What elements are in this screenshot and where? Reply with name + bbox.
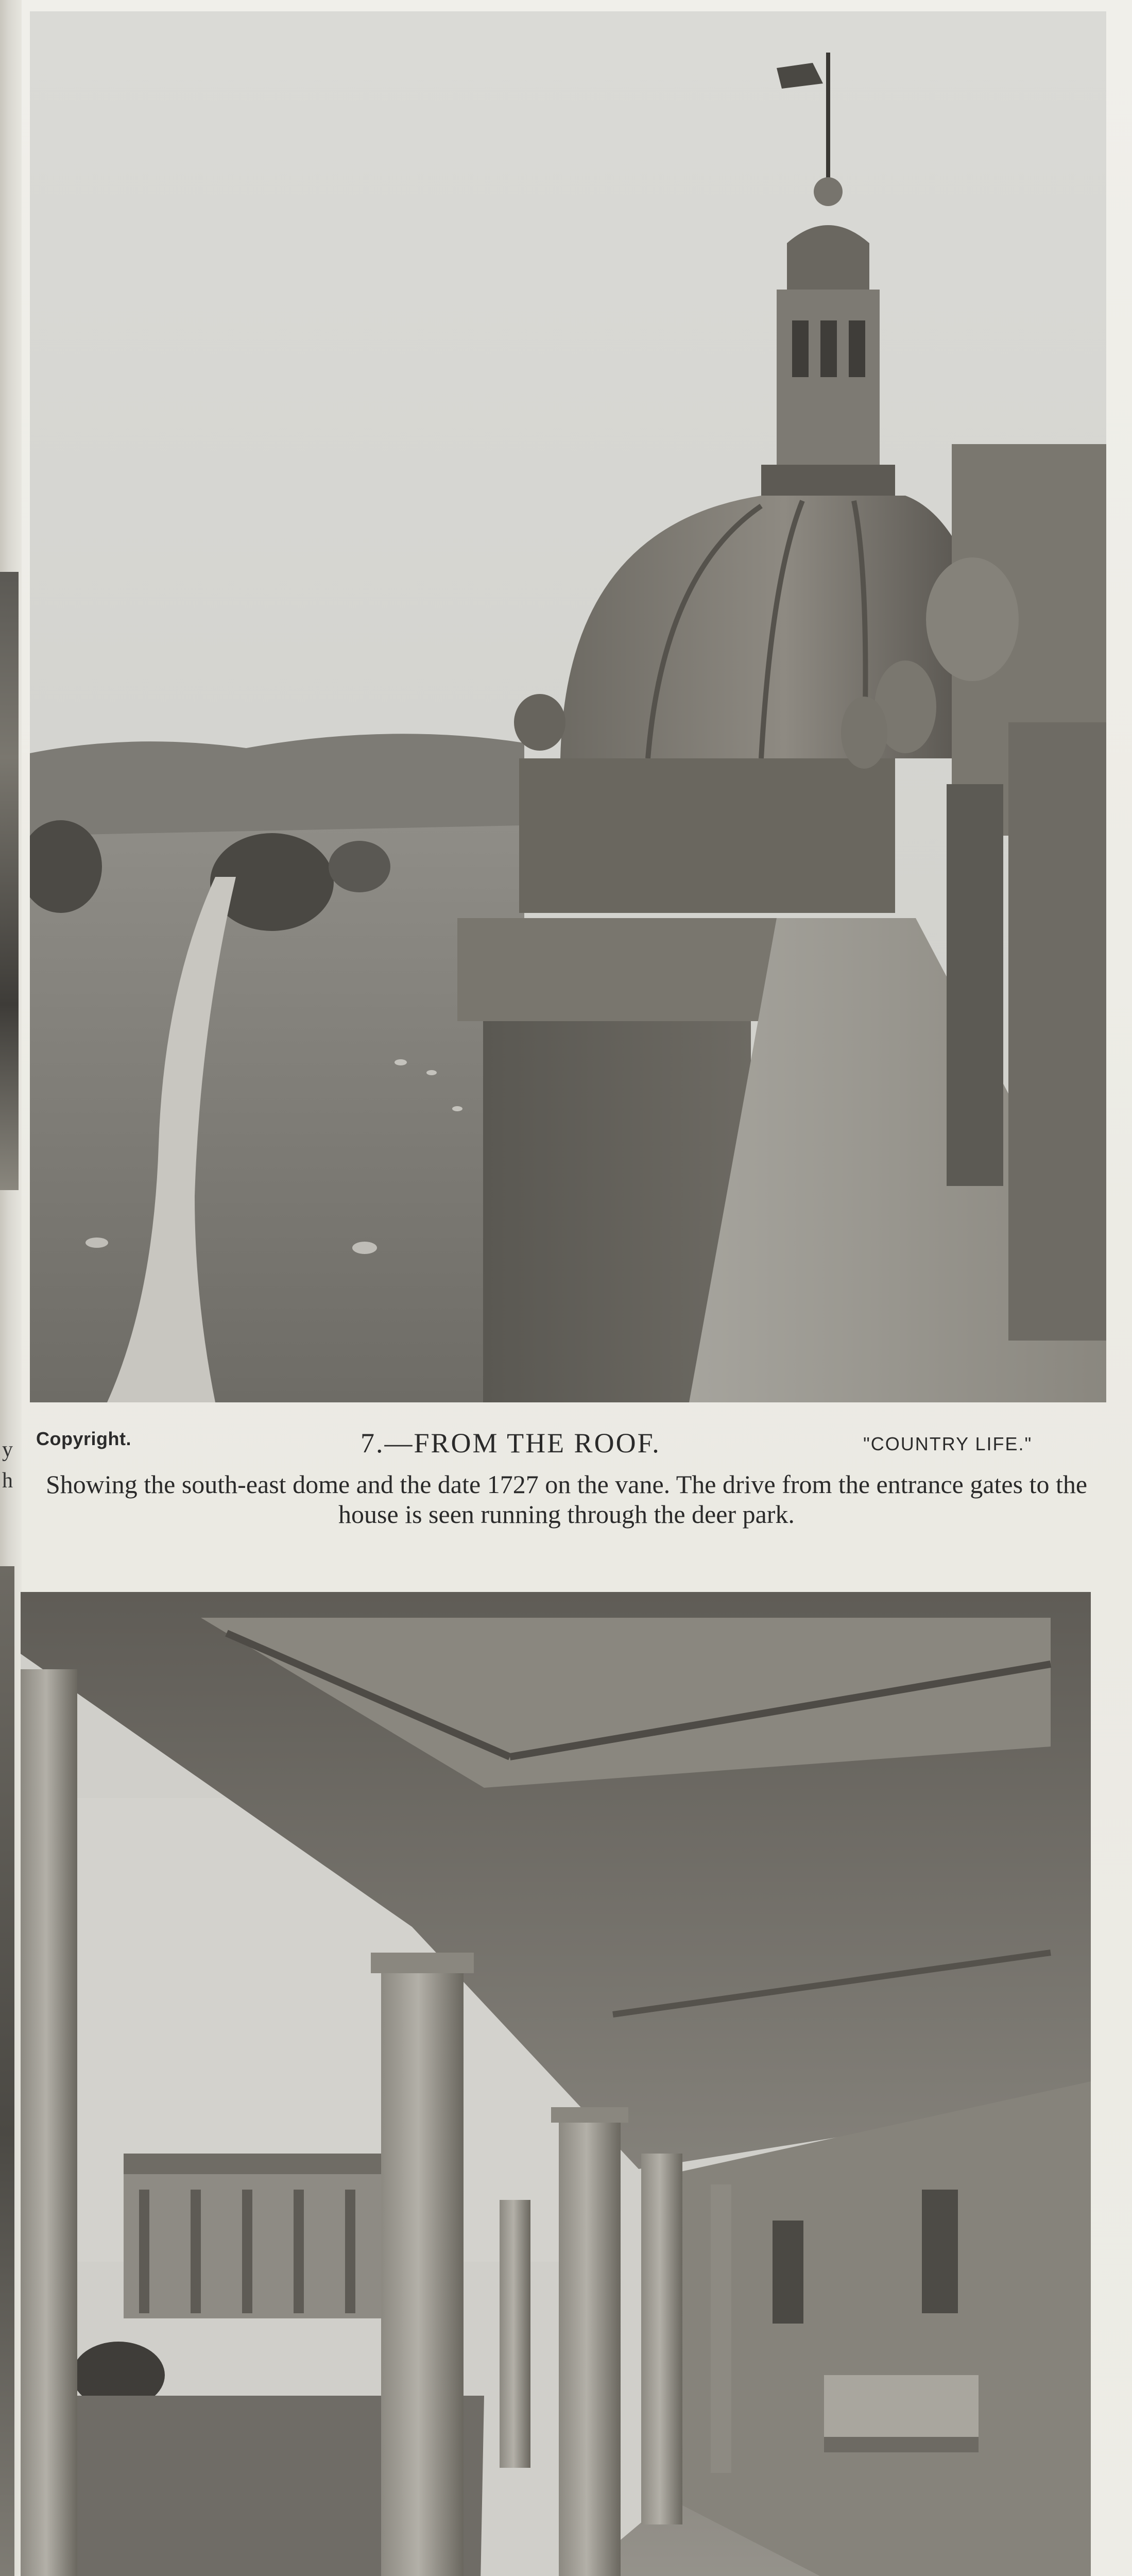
adjacent-photo-fragment [0, 572, 19, 1190]
roof-dome-photograph [30, 11, 1106, 1402]
adjacent-text-fragment: h [2, 1469, 13, 1493]
figure-7-caption: Showing the south-east dome and the date 1727 on the vane. The drive from the entrance gates to the house is seen running through the deer park. [45, 1470, 1088, 1529]
roof-dome-image [30, 11, 1106, 1402]
adjacent-page-edge [0, 0, 22, 2576]
adjacent-text-fragment: y [2, 1438, 13, 1462]
west-colonnade-image [21, 1592, 1091, 2576]
figure-7-title: 7.—FROM THE ROOF. [361, 1428, 661, 1459]
adjacent-photo-fragment [0, 1566, 14, 2576]
copyright-label: Copyright. [36, 1428, 131, 1449]
country-life-credit: "COUNTRY LIFE." [863, 1433, 1033, 1454]
west-colonnade-photograph [21, 1592, 1091, 2576]
